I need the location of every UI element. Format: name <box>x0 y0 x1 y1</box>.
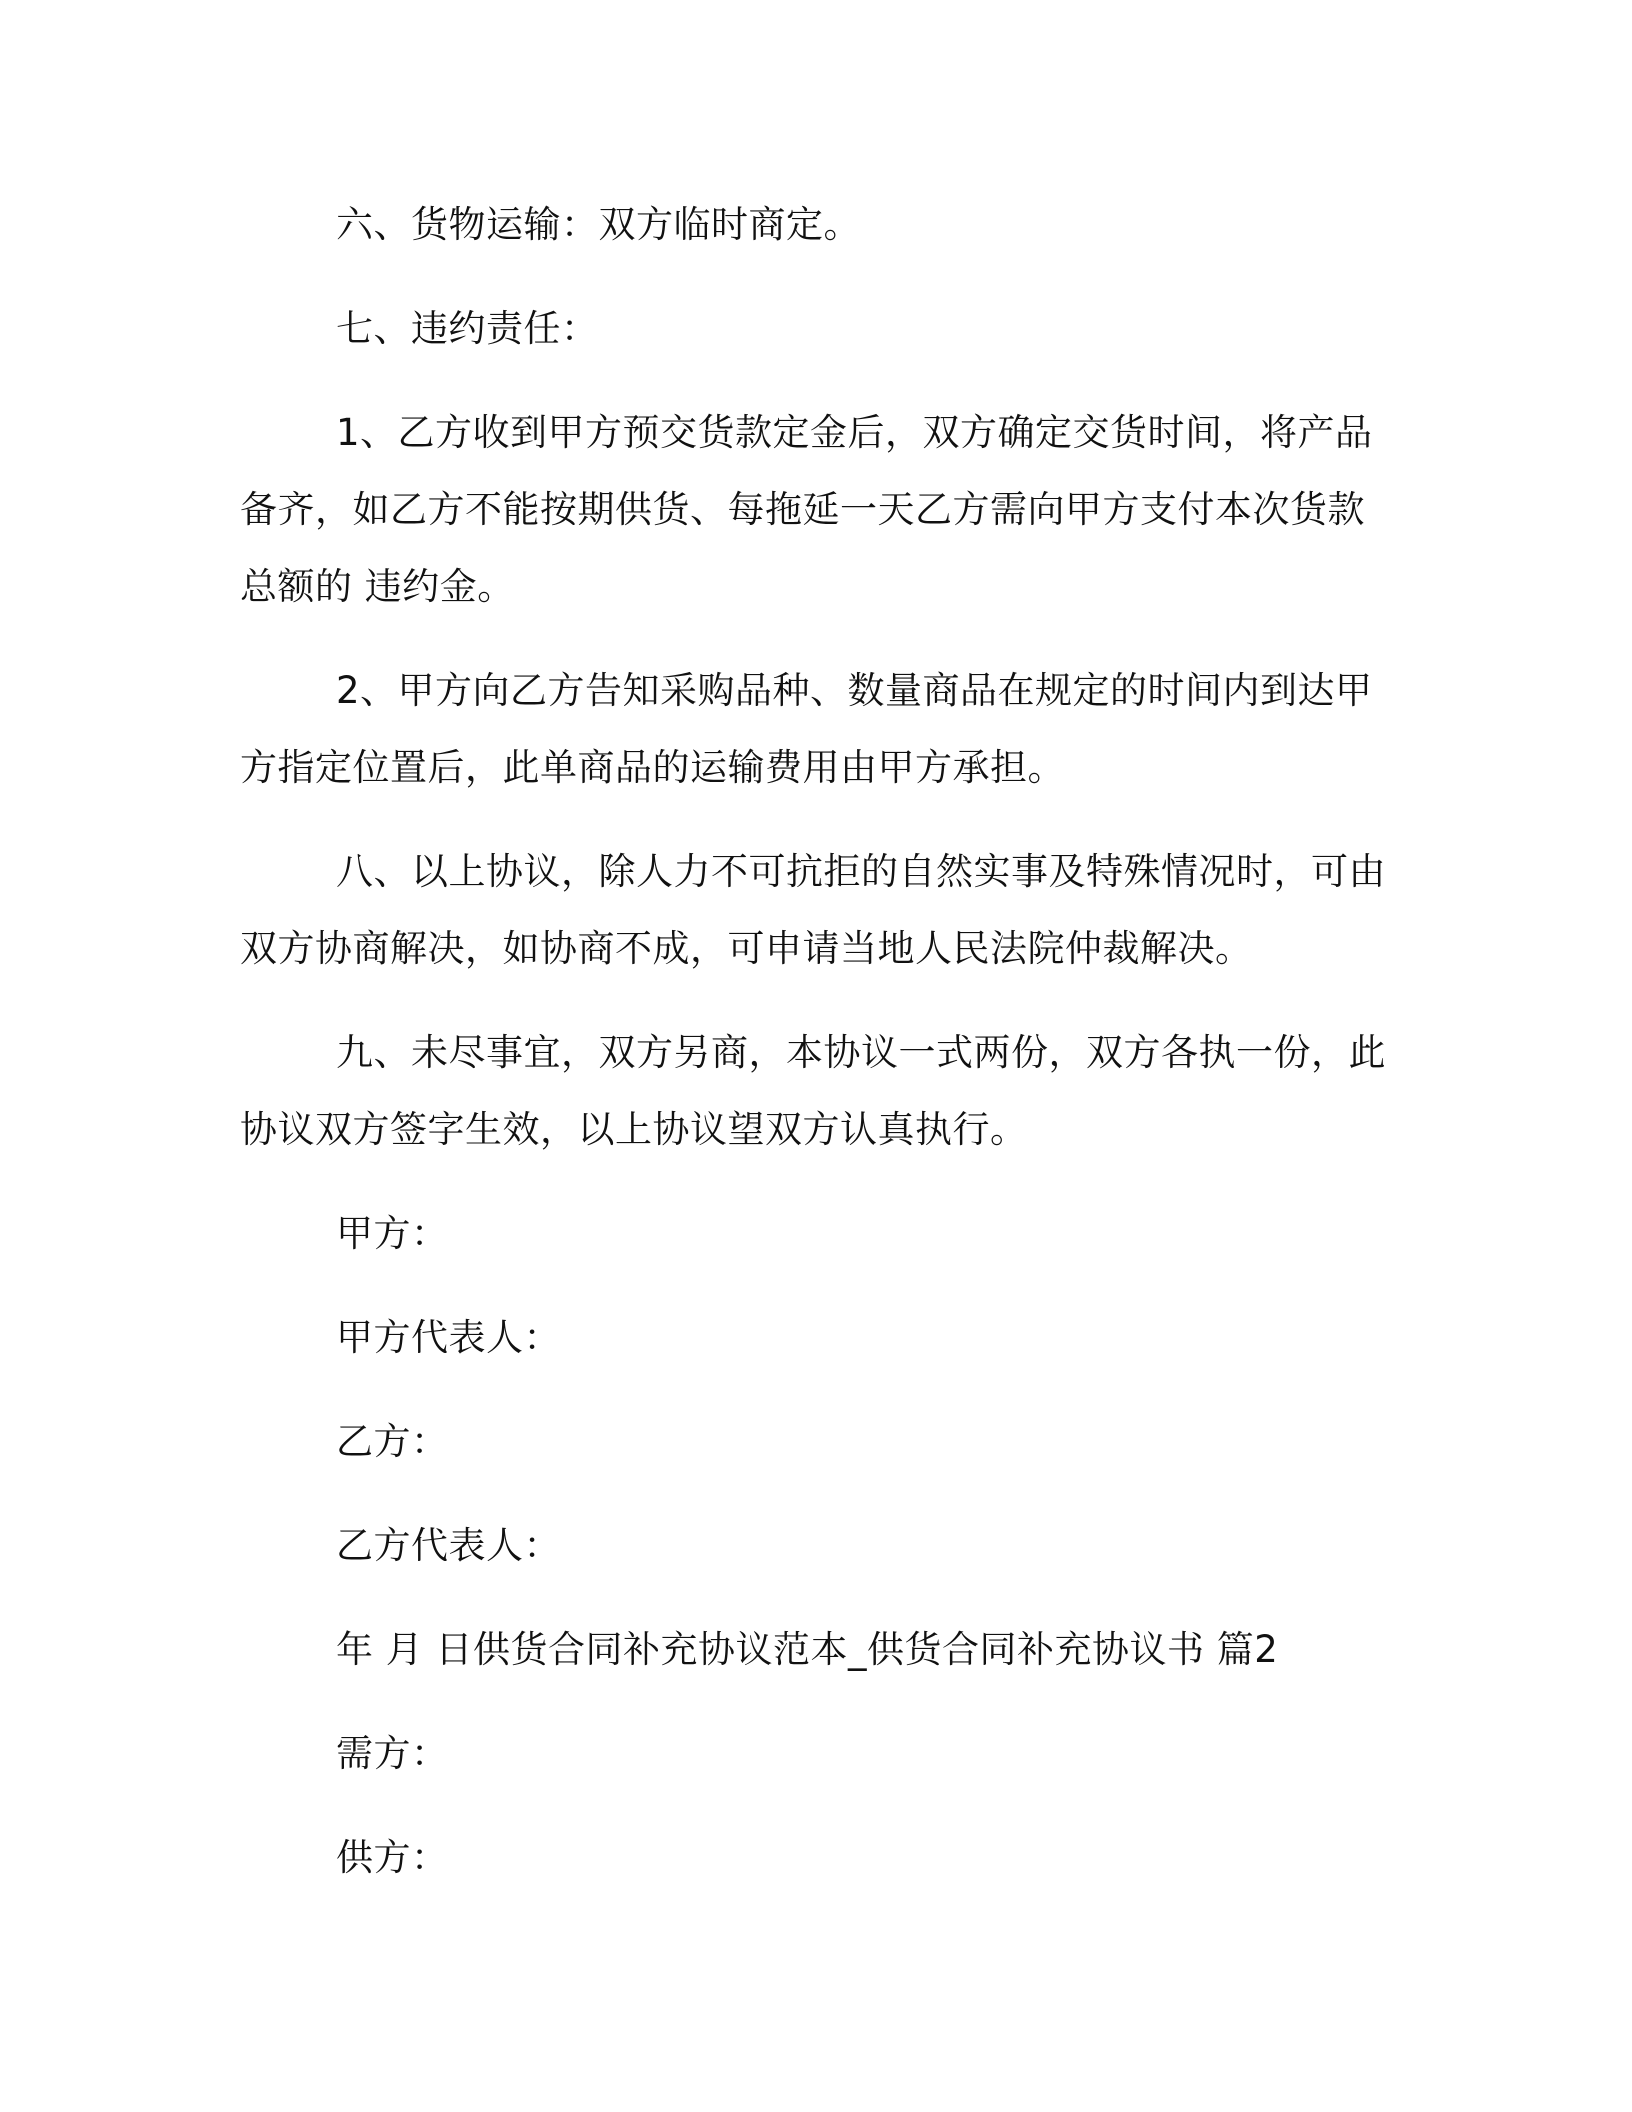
clause-dispute: 八、以上协议，除人力不可抗拒的自然实事及特殊情况时，可由双方协商解决，如协商不成，可申请当地人民法院仲裁解决。 <box>240 850 1386 970</box>
clause-liability-item-1: 1、乙方收到甲方预交货款定金后，双方确定交货时间，将产品备齐，如乙方不能按期供货、每拖延一天乙方需向甲方支付本次货款总额的 违约金。 <box>240 411 1373 608</box>
buyer-label: 需方： <box>336 1732 449 1775</box>
party-a-label: 甲方： <box>336 1212 449 1255</box>
supplier-label: 供方： <box>336 1836 449 1879</box>
party-a-rep-label: 甲方代表人： <box>336 1316 561 1359</box>
clause-liability-item-2: 2、甲方向乙方告知采购品种、数量商品在规定的时间内到达甲方指定位置后，此单商品的运输费用由甲方承担。 <box>240 669 1373 789</box>
clause-misc: 九、未尽事宜，双方另商，本协议一式两份，双方各执一份，此协议双方签字生效，以上协议望双方认真执行。 <box>240 1031 1386 1151</box>
clause-liability-heading: 七、违约责任： <box>336 307 599 350</box>
party-b-rep-label: 乙方代表人： <box>336 1524 561 1567</box>
document-body <box>240 186 1390 1923</box>
party-b-label: 乙方： <box>336 1420 449 1463</box>
date-and-section-title: 年 月 日供货合同补充协议范本_供货合同补充协议书 篇2 <box>336 1628 1279 1671</box>
clause-transport: 六、货物运输：双方临时商定。 <box>336 203 861 246</box>
